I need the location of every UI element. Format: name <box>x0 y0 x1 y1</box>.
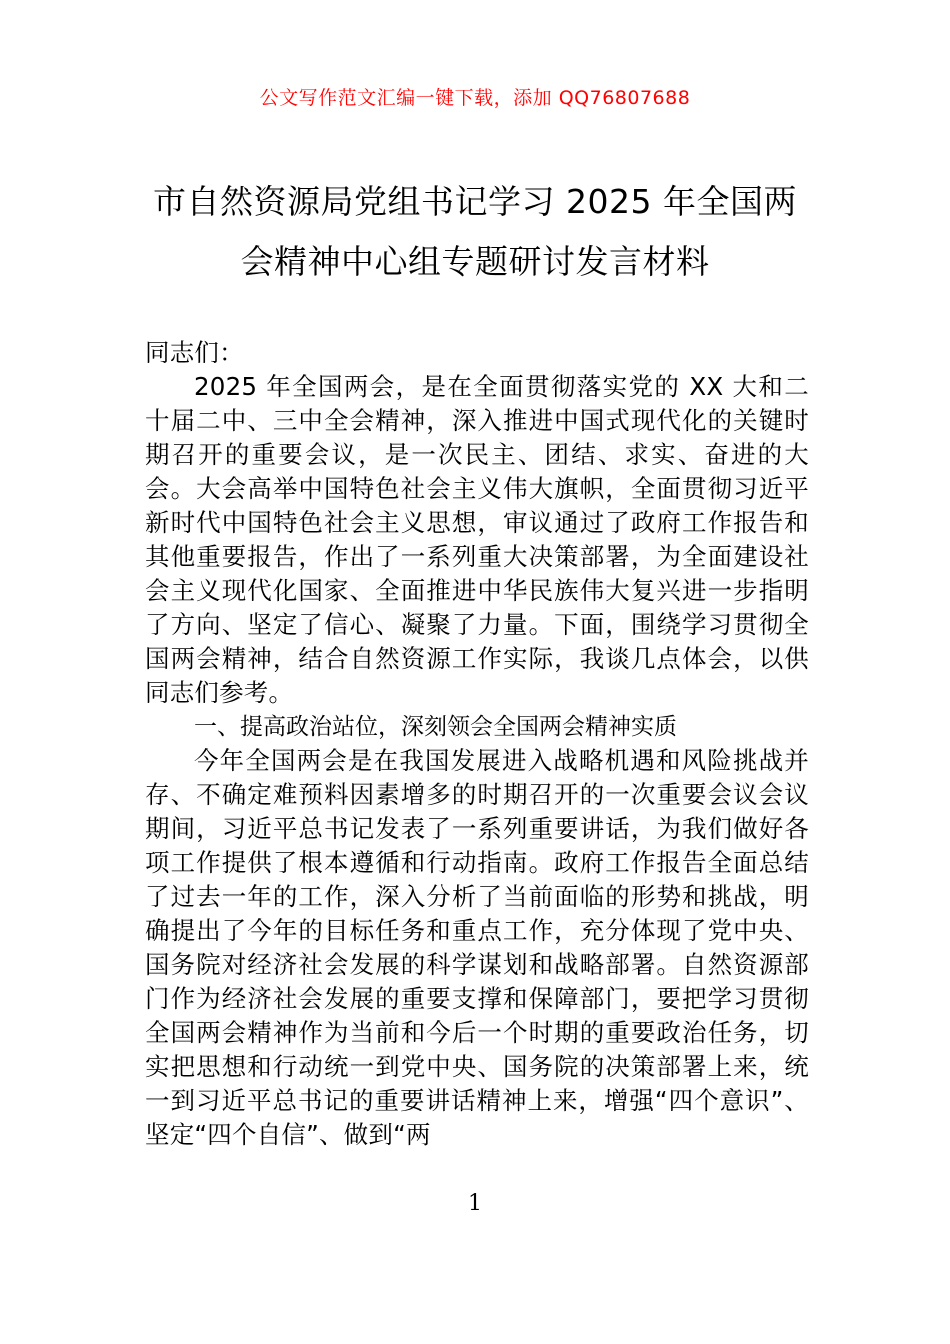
salutation: 同志们： <box>145 338 244 367</box>
intro-paragraph: 2025 年全国两会，是在全面贯彻落实党的 XX 大和二十届二中、三中全会精神，深入推进中国式现代化的关键时期召开的重要会议，是一次民主、团结、求实、奋进的大会。大会高举中国特色社会主义伟大旗帜，全面贯彻习近平新时代中国特色社会主义思想，审议通过了政府工作报告和其他重要报告，作出了一系列重大决策部署，为全面建设社会主义现代化国家、全面推进中华民族伟大复兴进一步指明了方向、坚定了信心、凝聚了力量。下面，围绕学习贯彻全国两会精神，结合自然资源工作实际，我谈几点体会，以供同志们参考。 <box>145 372 809 707</box>
document-title: 市自然资源局党组书记学习 2025 年全国两会精神中心组专题研讨发言材料 <box>153 182 797 281</box>
section-1-paragraph: 今年全国两会是在我国发展进入战略机遇和风险挑战并存、不确定难预料因素增多的时期召开的一次重要会议会议期间，习近平总书记发表了一系列重要讲话，为我们做好各项工作提供了根本遵循和行动指南。政府工作报告全面总结了过去一年的工作，深入分析了当前面临的形势和挑战，明确提出了今年的目标任务和重点工作，充分体现了党中央、国务院对经济社会发展的科学谋划和战略部署。自然资源部门作为经济社会发展的重要支撑和保障部门，要把学习贯彻全国两会精神作为当前和今后一个时期的重要政治任务，切实把思想和行动统一到党中央、国务院的决策部署上来，统一到习近平总书记的重要讲话精神上来，增强“四个意识”、坚定“四个自信”、做到“两 <box>145 746 809 1149</box>
page-number: 1 <box>468 1191 482 1216</box>
header-note: 公文写作范文汇编一键下载，添加 QQ76807688 <box>259 87 691 109</box>
document-body <box>145 336 809 1152</box>
section-1-heading: 一、提高政治站位，深刻领会全国两会精神实质 <box>194 714 677 740</box>
